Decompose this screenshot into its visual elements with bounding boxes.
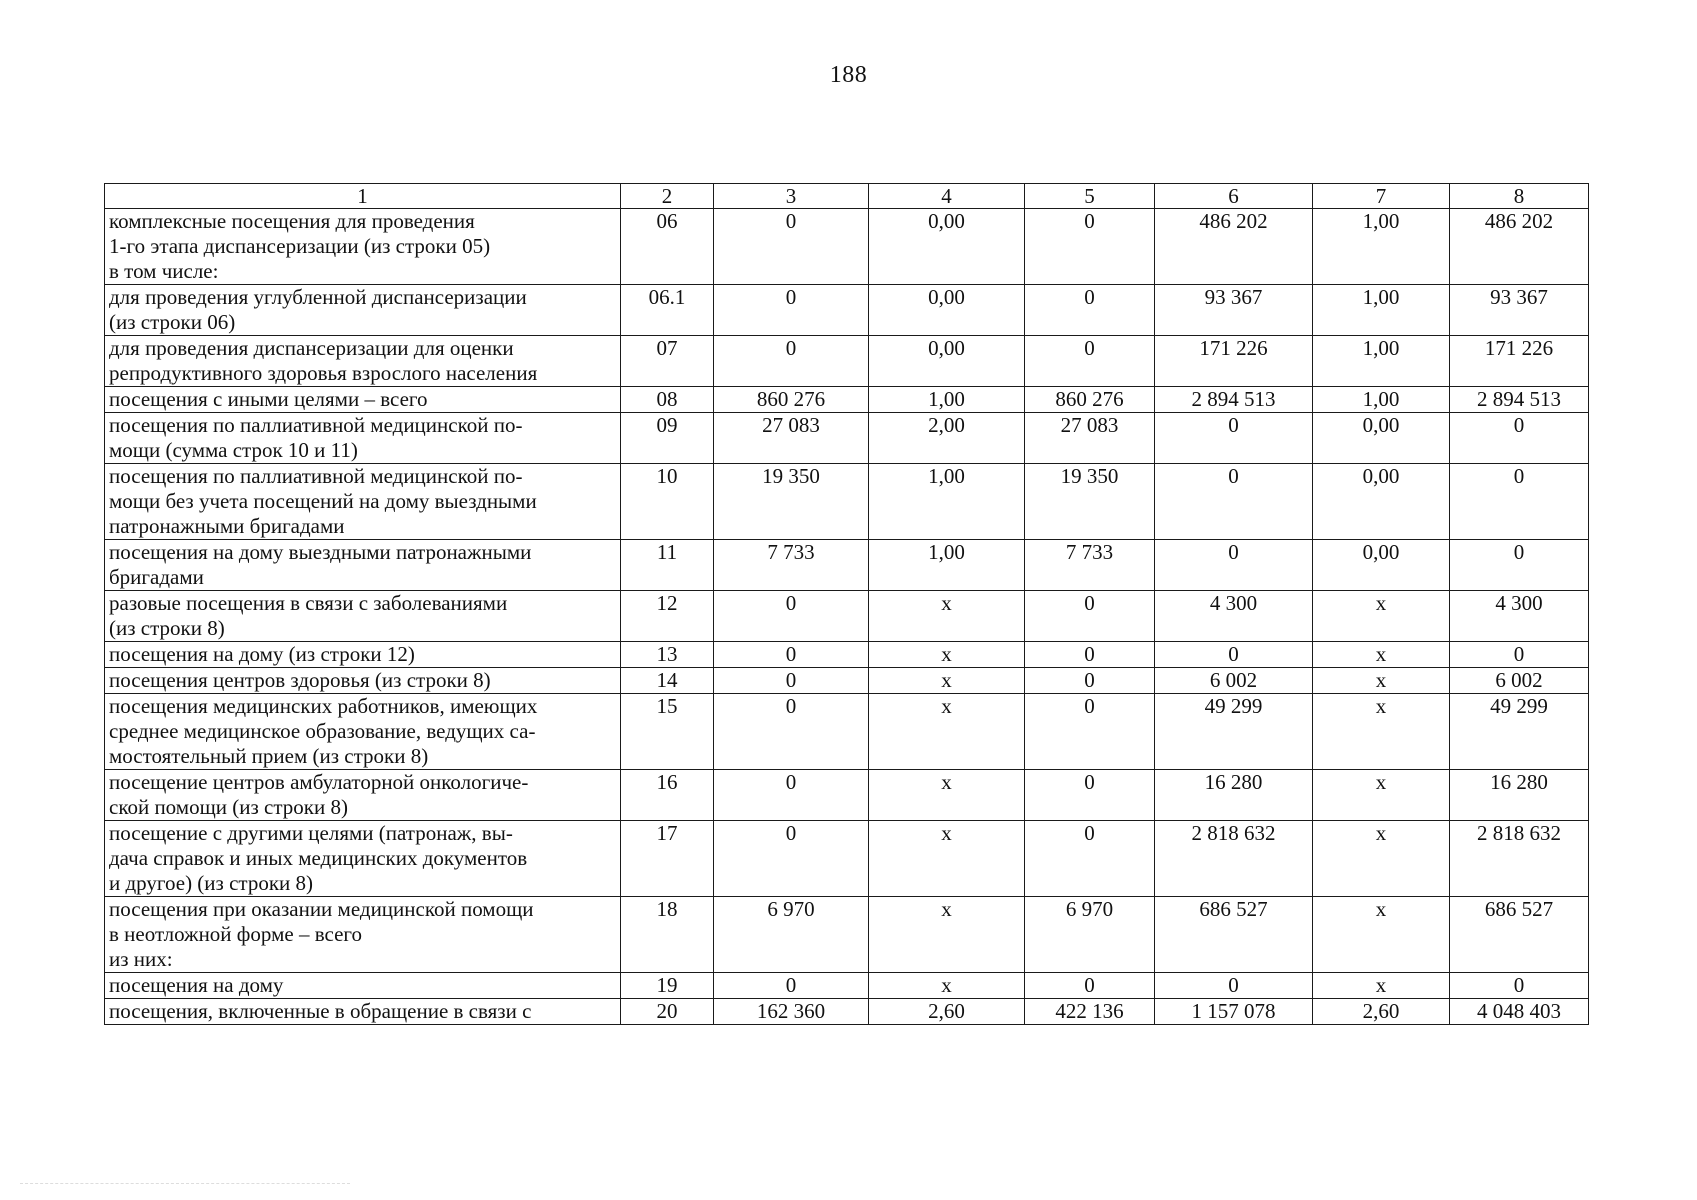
value-cell: 4 300 xyxy=(1450,591,1589,642)
value-cell: x xyxy=(1313,821,1450,897)
column-header: 1 xyxy=(105,184,621,209)
value-cell: x xyxy=(869,897,1025,973)
row-label-line: патронажными бригадами xyxy=(109,514,345,538)
row-label-line: посещения с иными целями – всего xyxy=(109,387,428,411)
value-cell: x xyxy=(1313,897,1450,973)
value-cell: x xyxy=(869,973,1025,999)
value-cell: 686 527 xyxy=(1450,897,1589,973)
value-cell: 7 733 xyxy=(714,540,869,591)
row-label xyxy=(105,999,621,1025)
value-cell: 0 xyxy=(714,209,869,285)
page-number: 188 xyxy=(829,62,868,88)
value-cell: 0,00 xyxy=(869,336,1025,387)
row-code-cell: 17 xyxy=(621,821,714,897)
row-label-line: и другое) (из строки 8) xyxy=(109,871,314,895)
value-cell: 16 280 xyxy=(1155,770,1313,821)
column-header: 8 xyxy=(1450,184,1589,209)
table-row xyxy=(105,285,1589,336)
value-cell: x xyxy=(869,770,1025,821)
value-cell: 2,60 xyxy=(1313,999,1450,1025)
row-code-cell: 20 xyxy=(621,999,714,1025)
value-cell: 2 894 513 xyxy=(1155,387,1313,413)
row-label-line: посещение центров амбулаторной онкологиче- xyxy=(109,770,529,794)
value-cell: 486 202 xyxy=(1155,209,1313,285)
value-cell: 0 xyxy=(1025,285,1155,336)
value-cell: 0,00 xyxy=(1313,464,1450,540)
value-cell: 0 xyxy=(1025,209,1155,285)
row-label xyxy=(105,540,621,591)
row-label-line: (из строки 06) xyxy=(109,310,236,334)
row-label xyxy=(105,668,621,694)
row-label xyxy=(105,770,621,821)
value-cell: x xyxy=(1313,668,1450,694)
row-code-cell: 13 xyxy=(621,642,714,668)
value-cell: 0 xyxy=(714,973,869,999)
row-label-line: для проведения диспансеризации для оценки xyxy=(109,336,514,360)
value-cell: 2 818 632 xyxy=(1450,821,1589,897)
row-label-line: 1-го этапа диспансеризации (из строки 05) xyxy=(109,234,491,258)
data-table xyxy=(104,183,1589,1025)
value-cell: 0 xyxy=(1025,694,1155,770)
value-cell: 0 xyxy=(1025,336,1155,387)
row-label-line: репродуктивного здоровья взрослого населения xyxy=(109,361,538,385)
column-header: 3 xyxy=(714,184,869,209)
value-cell: x xyxy=(869,642,1025,668)
value-cell: x xyxy=(1313,770,1450,821)
value-cell: 0 xyxy=(1155,413,1313,464)
row-label-line: в неотложной форме – всего xyxy=(109,922,362,946)
row-label xyxy=(105,336,621,387)
row-label xyxy=(105,973,621,999)
table-row xyxy=(105,540,1589,591)
value-cell: 0 xyxy=(1025,770,1155,821)
value-cell: 0 xyxy=(1450,464,1589,540)
row-label-line: посещения на дому (из строки 12) xyxy=(109,642,415,666)
row-label-line: в том числе: xyxy=(109,259,219,283)
value-cell: 0 xyxy=(714,668,869,694)
value-cell: 486 202 xyxy=(1450,209,1589,285)
row-code-cell: 11 xyxy=(621,540,714,591)
value-cell: 1,00 xyxy=(869,540,1025,591)
value-cell: 1,00 xyxy=(1313,336,1450,387)
row-label xyxy=(105,387,621,413)
row-code-cell: 15 xyxy=(621,694,714,770)
table-row xyxy=(105,668,1589,694)
value-cell: 0 xyxy=(1025,591,1155,642)
value-cell: 422 136 xyxy=(1025,999,1155,1025)
value-cell: 0 xyxy=(714,821,869,897)
table-row xyxy=(105,464,1589,540)
value-cell: 0 xyxy=(714,770,869,821)
value-cell: 16 280 xyxy=(1450,770,1589,821)
table-row xyxy=(105,999,1589,1025)
column-header: 4 xyxy=(869,184,1025,209)
value-cell: 0 xyxy=(1155,973,1313,999)
row-label-line: посещения по паллиативной медицинской по- xyxy=(109,464,523,488)
value-cell: x xyxy=(1313,642,1450,668)
row-code-cell: 06 xyxy=(621,209,714,285)
value-cell: 0 xyxy=(1025,821,1155,897)
value-cell: 27 083 xyxy=(1025,413,1155,464)
row-label-line: посещения, включенные в обращение в связи с xyxy=(109,999,532,1023)
row-label-line: посещение с другими целями (патронаж, вы- xyxy=(109,821,513,845)
row-label-line: ской помощи (из строки 8) xyxy=(109,795,348,819)
value-cell: 0 xyxy=(1025,973,1155,999)
column-header: 7 xyxy=(1313,184,1450,209)
header-row xyxy=(105,184,1589,209)
row-label-line: посещения медицинских работников, имеющих xyxy=(109,694,538,718)
row-code-cell: 12 xyxy=(621,591,714,642)
value-cell: 0,00 xyxy=(1313,413,1450,464)
row-label-line: для проведения углубленной диспансеризации xyxy=(109,285,527,309)
value-cell: 19 350 xyxy=(1025,464,1155,540)
value-cell: 0 xyxy=(1155,540,1313,591)
row-label xyxy=(105,591,621,642)
row-label xyxy=(105,821,621,897)
row-label-line: разовые посещения в связи с заболеваниями xyxy=(109,591,508,615)
value-cell: 0 xyxy=(714,285,869,336)
table-row xyxy=(105,897,1589,973)
value-cell: 0,00 xyxy=(1313,540,1450,591)
row-code-cell: 08 xyxy=(621,387,714,413)
row-label-line: мощи без учета посещений на дому выездными xyxy=(109,489,537,513)
value-cell: 0,00 xyxy=(869,285,1025,336)
value-cell: x xyxy=(1313,591,1450,642)
value-cell: 27 083 xyxy=(714,413,869,464)
value-cell: x xyxy=(869,668,1025,694)
table-row xyxy=(105,770,1589,821)
value-cell: 0 xyxy=(1155,642,1313,668)
value-cell: 93 367 xyxy=(1155,285,1313,336)
value-cell: x xyxy=(869,591,1025,642)
value-cell: 0 xyxy=(1450,642,1589,668)
value-cell: 49 299 xyxy=(1450,694,1589,770)
value-cell: 1,00 xyxy=(869,387,1025,413)
value-cell: 0 xyxy=(714,336,869,387)
row-label xyxy=(105,642,621,668)
row-label-line: посещения на дому xyxy=(109,973,284,997)
row-code-cell: 06.1 xyxy=(621,285,714,336)
row-label xyxy=(105,897,621,973)
row-label-line: посещения при оказании медицинской помощи xyxy=(109,897,534,921)
value-cell: 6 002 xyxy=(1155,668,1313,694)
row-label-line: из них: xyxy=(109,947,173,971)
table-row xyxy=(105,973,1589,999)
scan-artifact-line xyxy=(20,1183,350,1184)
value-cell: 19 350 xyxy=(714,464,869,540)
row-label xyxy=(105,209,621,285)
value-cell: 0 xyxy=(714,591,869,642)
value-cell: 2,60 xyxy=(869,999,1025,1025)
value-cell: 0 xyxy=(1025,642,1155,668)
table-row xyxy=(105,821,1589,897)
value-cell: 860 276 xyxy=(1025,387,1155,413)
row-code-cell: 18 xyxy=(621,897,714,973)
value-cell: x xyxy=(869,821,1025,897)
value-cell: 6 970 xyxy=(1025,897,1155,973)
value-cell: 1,00 xyxy=(869,464,1025,540)
row-label xyxy=(105,464,621,540)
value-cell: 0 xyxy=(714,642,869,668)
value-cell: 7 733 xyxy=(1025,540,1155,591)
table-row xyxy=(105,387,1589,413)
table-row xyxy=(105,209,1589,285)
table-row xyxy=(105,413,1589,464)
column-header: 5 xyxy=(1025,184,1155,209)
value-cell: x xyxy=(869,694,1025,770)
row-code-cell: 07 xyxy=(621,336,714,387)
table-row xyxy=(105,336,1589,387)
row-label-line: мощи (сумма строк 10 и 11) xyxy=(109,438,358,462)
value-cell: 0 xyxy=(1450,540,1589,591)
table-row xyxy=(105,591,1589,642)
row-label-line: посещения на дому выездными патронажными xyxy=(109,540,532,564)
value-cell: 1,00 xyxy=(1313,285,1450,336)
value-cell: 2 894 513 xyxy=(1450,387,1589,413)
row-code-cell: 16 xyxy=(621,770,714,821)
value-cell: x xyxy=(1313,973,1450,999)
row-label-line: дача справок и иных медицинских документов xyxy=(109,846,528,870)
value-cell: 1,00 xyxy=(1313,387,1450,413)
value-cell: 49 299 xyxy=(1155,694,1313,770)
value-cell: 93 367 xyxy=(1450,285,1589,336)
value-cell: 4 300 xyxy=(1155,591,1313,642)
value-cell: 0,00 xyxy=(869,209,1025,285)
row-label-line: среднее медицинское образование, ведущих са- xyxy=(109,719,536,743)
value-cell: 0 xyxy=(714,694,869,770)
row-label xyxy=(105,413,621,464)
value-cell: 2 818 632 xyxy=(1155,821,1313,897)
row-label-line: бригадами xyxy=(109,565,204,589)
row-label-line: мостоятельный прием (из строки 8) xyxy=(109,744,429,768)
row-code-cell: 14 xyxy=(621,668,714,694)
row-label-line: посещения по паллиативной медицинской по- xyxy=(109,413,523,437)
value-cell: 171 226 xyxy=(1155,336,1313,387)
row-label xyxy=(105,285,621,336)
table-row xyxy=(105,694,1589,770)
value-cell: 0 xyxy=(1450,973,1589,999)
table-row xyxy=(105,642,1589,668)
row-code-cell: 09 xyxy=(621,413,714,464)
row-code-cell: 10 xyxy=(621,464,714,540)
row-label xyxy=(105,694,621,770)
value-cell: 6 002 xyxy=(1450,668,1589,694)
value-cell: 0 xyxy=(1450,413,1589,464)
value-cell: 6 970 xyxy=(714,897,869,973)
value-cell: x xyxy=(1313,694,1450,770)
table-body xyxy=(105,209,1589,1025)
value-cell: 0 xyxy=(1155,464,1313,540)
value-cell: 4 048 403 xyxy=(1450,999,1589,1025)
column-header: 2 xyxy=(621,184,714,209)
value-cell: 0 xyxy=(1025,668,1155,694)
value-cell: 860 276 xyxy=(714,387,869,413)
table-container xyxy=(104,183,1588,1025)
value-cell: 171 226 xyxy=(1450,336,1589,387)
row-label-line: посещения центров здоровья (из строки 8) xyxy=(109,668,491,692)
value-cell: 1,00 xyxy=(1313,209,1450,285)
value-cell: 162 360 xyxy=(714,999,869,1025)
column-header: 6 xyxy=(1155,184,1313,209)
value-cell: 1 157 078 xyxy=(1155,999,1313,1025)
row-label-line: (из строки 8) xyxy=(109,616,225,640)
row-label-line: комплексные посещения для проведения xyxy=(109,209,475,233)
value-cell: 2,00 xyxy=(869,413,1025,464)
row-code-cell: 19 xyxy=(621,973,714,999)
value-cell: 686 527 xyxy=(1155,897,1313,973)
